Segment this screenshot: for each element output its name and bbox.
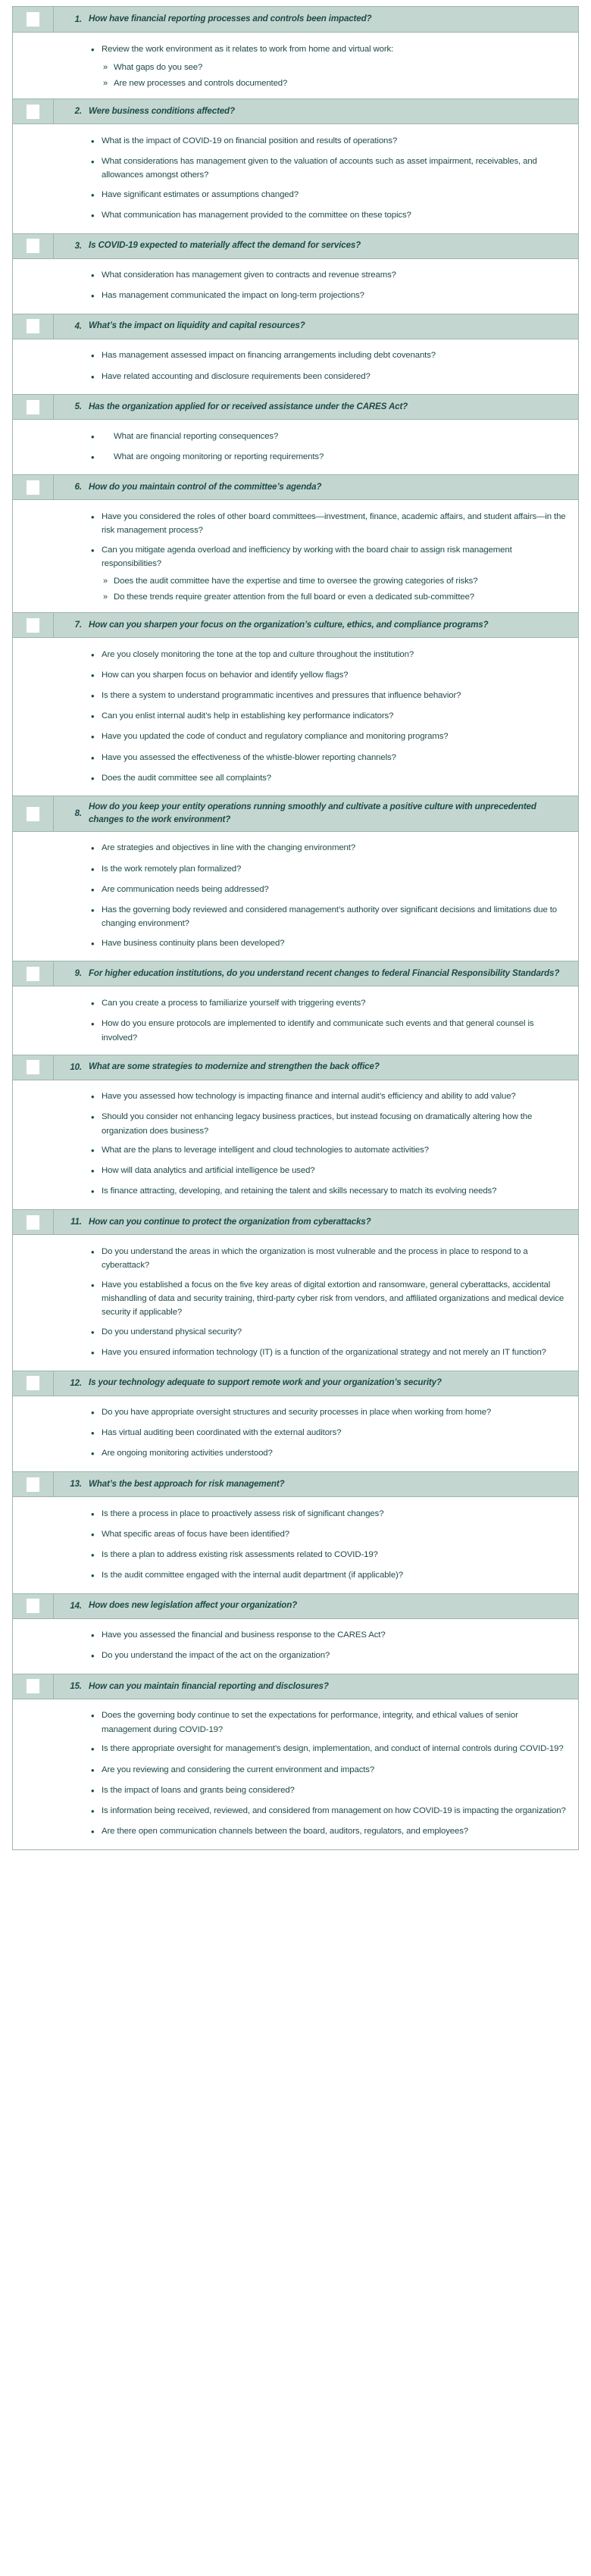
question-header <box>13 233 578 259</box>
checkbox-cell[interactable] <box>13 1210 54 1234</box>
bullet-text: Can you enlist internal audit’s help in establishing key performance indicators? <box>102 711 394 721</box>
bullet-text: Has management communicated the impact on long-term projections? <box>102 291 364 301</box>
bullet-icon: • <box>91 1145 95 1157</box>
checklist-section <box>13 1209 578 1371</box>
bullet-item <box>13 1740 578 1760</box>
question-number: 4. <box>74 321 82 331</box>
bullet-text: Has virtual auditing been coordinated with the external auditors? <box>102 1428 342 1438</box>
question-header <box>13 1371 578 1396</box>
checkbox-icon[interactable] <box>27 618 39 633</box>
bullet-item <box>13 1760 578 1780</box>
question-body <box>13 1396 578 1471</box>
question-number: 5. <box>74 402 82 412</box>
bullet-text: Do these trends require greater attention from the full board or even a dedicated sub-committee? <box>114 592 475 602</box>
bullet-text: Are strategies and objectives in line with the changing environment? <box>102 843 356 853</box>
bullet-item <box>13 266 578 286</box>
bullet-text: Are there open communication channels between the board, auditors, regulators, and employees? <box>102 1826 469 1836</box>
question-number: 3. <box>74 241 82 251</box>
bullet-item <box>13 1087 578 1108</box>
bullet-icon: • <box>91 430 95 442</box>
bullet-text: Is there a system to understand programmatic incentives and pressures that influence behavior? <box>102 691 461 701</box>
question-header <box>13 474 578 500</box>
question-body <box>13 1235 578 1371</box>
checkbox-cell[interactable] <box>13 961 54 986</box>
bullet-icon: • <box>91 350 95 362</box>
bullet-icon: • <box>91 752 95 764</box>
bullet-item <box>13 768 578 789</box>
bullet-icon: • <box>91 1165 95 1177</box>
checklist-section <box>13 796 578 961</box>
bullet-text: Is the work remotely plan formalized? <box>102 864 242 874</box>
bullet-icon: • <box>91 544 95 556</box>
bullet-text: Have you established a focus on the five key areas of digital extortion and ransomware, general cyberattacks, accidental mishandling of data and security training, third-party cyber risk from vendors, and affiliated organizations and medical device security if applicable? <box>102 1280 564 1318</box>
checklist-section <box>13 1674 578 1849</box>
bullet-icon: • <box>91 772 95 784</box>
question-number: 1. <box>74 14 82 24</box>
bullet-text: Is the audit committee engaged with the internal audit department (if applicable)? <box>102 1571 403 1580</box>
checkbox-cell[interactable] <box>13 475 54 499</box>
question-title: How have financial reporting processes and controls been impacted? <box>89 14 372 24</box>
question-body <box>13 339 578 394</box>
bullet-text: Does the audit committee see all complaints? <box>102 773 271 783</box>
bullet-icon: • <box>91 1528 95 1540</box>
question-number: 14. <box>70 1601 82 1611</box>
question-number: 15. <box>70 1681 82 1691</box>
bullet-item <box>13 1524 578 1545</box>
sub-bullet-item <box>13 574 578 589</box>
bullet-icon: • <box>91 1018 95 1030</box>
bullet-icon: • <box>91 1347 95 1359</box>
checkbox-cell[interactable] <box>13 1371 54 1396</box>
bullet-icon: • <box>91 1630 95 1642</box>
bullet-text: Review the work environment as it relates to work from home and virtual work: <box>102 44 394 54</box>
question-title: How can you continue to protect the organization from cyberattacks? <box>89 1216 371 1227</box>
bullet-icon: • <box>91 843 95 855</box>
bullet-icon: • <box>91 1710 95 1722</box>
bullet-item <box>13 1780 578 1801</box>
question-body <box>13 420 578 474</box>
bullet-text: Are communication needs being addressed? <box>102 884 269 894</box>
bullet-item <box>13 286 578 307</box>
bullet-text: Has management assessed impact on financing arrangements including debt covenants? <box>102 351 436 361</box>
bullet-icon: • <box>91 1407 95 1419</box>
bullet-text: Is information being received, reviewed, and considered from management on how COVID-19 is impacting the organization? <box>102 1805 566 1815</box>
bullet-item <box>13 427 578 447</box>
checklist-section <box>13 1593 578 1674</box>
checkbox-icon[interactable] <box>27 1215 39 1230</box>
bullet-item <box>13 666 578 686</box>
bullet-item <box>13 1545 578 1565</box>
question-title: Has the organization applied for or received assistance under the CARES Act? <box>89 401 408 411</box>
sub-bullet-item <box>13 60 578 76</box>
bullet-icon: • <box>91 155 95 167</box>
checkbox-icon[interactable] <box>27 967 39 981</box>
checklist-section <box>13 474 578 612</box>
bullet-text: Have you considered the roles of other board committees—investment, finance, academic affairs, and student affairs—in the risk management process? <box>102 511 566 536</box>
bullet-icon: • <box>91 690 95 702</box>
bullet-item <box>13 1626 578 1646</box>
audit-committee-checklist <box>12 6 579 1850</box>
bullet-text: Can you mitigate agenda overload and inefficiency by working with the board chair to assign risk management responsibilities? <box>102 545 512 569</box>
bullet-item <box>13 367 578 387</box>
bullet-icon: • <box>91 937 95 949</box>
checklist-section <box>13 233 578 314</box>
bullet-item <box>13 933 578 954</box>
bullet-icon: • <box>91 670 95 682</box>
bullet-text: Has the governing body reviewed and considered management’s authority over significant decisions and limitations due to changing environment? <box>102 905 557 929</box>
question-header <box>13 314 578 339</box>
bullet-text: Is finance attracting, developing, and retaining the talent and skills necessary to match its evolving needs? <box>102 1186 497 1196</box>
question-header <box>13 1593 578 1619</box>
question-header <box>13 961 578 986</box>
bullet-text: Have you assessed the financial and business response to the CARES Act? <box>102 1630 386 1640</box>
bullet-icon: • <box>91 1186 95 1198</box>
bullet-icon: • <box>91 370 95 383</box>
bullet-text: Are you closely monitoring the tone at the top and culture throughout the institution? <box>102 649 414 659</box>
question-body <box>13 500 578 612</box>
chevron-double-right-icon: » <box>103 79 108 89</box>
bullet-icon: • <box>91 451 95 463</box>
bullet-icon: • <box>91 1246 95 1258</box>
bullet-item <box>13 727 578 748</box>
question-title: Were business conditions affected? <box>89 105 235 116</box>
question-number: 12. <box>70 1378 82 1388</box>
question-number: 11. <box>70 1218 82 1227</box>
bullet-icon: • <box>91 1279 95 1291</box>
bullet-item <box>13 540 578 574</box>
question-number: 2. <box>74 107 82 117</box>
bullet-item <box>13 1801 578 1821</box>
bullet-icon: • <box>91 1091 95 1103</box>
question-header <box>13 796 578 832</box>
checkbox-cell[interactable] <box>13 99 54 123</box>
bullet-text: Can you create a process to familiarize yourself with triggering events? <box>102 998 366 1008</box>
bullet-text: Have you ensured information technology (IT) is a function of the organizational strategy and not merely an IT function? <box>102 1348 546 1358</box>
bullet-icon: • <box>91 511 95 523</box>
checklist-section <box>13 1471 578 1593</box>
bullet-text: Do you have appropriate oversight structures and security processes in place when working from home? <box>102 1408 492 1418</box>
question-title: How do you keep your entity operations running smoothly and cultivate a positive culture with unprecedented changes to the work environment? <box>89 802 536 825</box>
bullet-item <box>13 39 578 60</box>
bullet-text: Have significant estimates or assumptions changed? <box>102 189 299 199</box>
bullet-text: Do you understand the areas in which the organization is most vulnerable and the process in place to respond to a cyberattack? <box>102 1246 528 1271</box>
bullet-text: What is the impact of COVID-19 on financial position and results of operations? <box>102 136 398 145</box>
checkbox-icon[interactable] <box>27 1060 39 1074</box>
question-body <box>13 1619 578 1674</box>
bullet-item <box>13 839 578 859</box>
bullet-icon: • <box>91 1326 95 1338</box>
bullet-item <box>13 880 578 900</box>
bullet-text: How do you ensure protocols are implemented to identify and communicate such events and that general counsel is involved? <box>102 1019 534 1043</box>
bullet-text: What specific areas of focus have been identified? <box>102 1529 289 1539</box>
checkbox-cell[interactable] <box>13 234 54 258</box>
checklist-section <box>13 1055 578 1210</box>
question-body <box>13 33 578 98</box>
question-number: 7. <box>74 621 82 630</box>
checkbox-cell[interactable] <box>13 796 54 831</box>
bullet-item <box>13 1141 578 1161</box>
bullet-icon: • <box>91 270 95 282</box>
question-title: How can you sharpen your focus on the organization’s culture, ethics, and compliance programs? <box>89 620 489 630</box>
question-title: For higher education institutions, do you understand recent changes to federal Financial Responsibility Standards? <box>89 968 560 979</box>
bullet-icon: • <box>91 1111 95 1124</box>
bullet-text: Are new processes and controls documented? <box>114 79 288 89</box>
chevron-double-right-icon: » <box>103 63 108 73</box>
checkbox-icon[interactable] <box>27 480 39 495</box>
bullet-item <box>13 748 578 768</box>
bullet-item <box>13 507 578 540</box>
question-body <box>13 124 578 233</box>
bullet-icon: • <box>91 711 95 723</box>
bullet-text: Does the governing body continue to set the expectations for performance, integrity, and ethical values of senior management during COVID-19? <box>102 1711 518 1734</box>
checkbox-cell[interactable] <box>13 7 54 32</box>
checkbox-cell[interactable] <box>13 1472 54 1496</box>
checklist-section <box>13 1371 578 1471</box>
sub-bullet-item <box>13 76 578 92</box>
checkbox-cell[interactable] <box>13 1674 54 1699</box>
question-number: 6. <box>74 483 82 492</box>
checkbox-icon[interactable] <box>27 1477 39 1492</box>
bullet-text: Have you updated the code of conduct and regulatory compliance and monitoring programs? <box>102 732 449 742</box>
bullet-item <box>13 645 578 665</box>
question-body <box>13 986 578 1054</box>
bullet-text: Have business continuity plans been developed? <box>102 938 285 948</box>
bullet-item <box>13 1108 578 1141</box>
checkbox-cell[interactable] <box>13 1594 54 1618</box>
checkbox-icon[interactable] <box>27 1599 39 1613</box>
question-body <box>13 832 578 961</box>
question-body <box>13 259 578 314</box>
bullet-item <box>13 1322 578 1343</box>
bullet-icon: • <box>91 1448 95 1460</box>
question-header <box>13 98 578 124</box>
bullet-text: Have you assessed how technology is impacting finance and internal audit’s efficiency and ability to add value? <box>102 1092 516 1102</box>
bullet-text: What are ongoing monitoring or reporting requirements? <box>114 452 324 461</box>
question-title: Is COVID-19 expected to materially affect the demand for services? <box>89 240 361 251</box>
bullet-item <box>13 1014 578 1048</box>
question-header <box>13 1055 578 1080</box>
question-title: Is your technology adequate to support remote work and your organization’s security? <box>89 1377 442 1388</box>
bullet-text: How can you sharpen focus on behavior and identify yellow flags? <box>102 671 349 680</box>
bullet-icon: • <box>91 209 95 221</box>
chevron-double-right-icon: » <box>103 577 108 586</box>
bullet-text: Is there appropriate oversight for management’s design, implementation, and conduct of internal controls during COVID-19? <box>102 1744 564 1754</box>
bullet-icon: • <box>91 1508 95 1520</box>
checkbox-cell[interactable] <box>13 613 54 637</box>
bullet-icon: • <box>91 1784 95 1796</box>
bullet-text: Should you consider not enhancing legacy business practices, but instead focusing on dramatically altering how the organization does business? <box>102 1112 533 1136</box>
bullet-text: What are financial reporting consequences? <box>114 431 279 441</box>
checklist-section <box>13 612 578 796</box>
bullet-item <box>13 346 578 367</box>
bullet-text: Are ongoing monitoring activities understood? <box>102 1449 273 1458</box>
bullet-text: What gaps do you see? <box>114 63 203 73</box>
question-title: What’s the best approach for risk management? <box>89 1478 285 1489</box>
bullet-item <box>13 1504 578 1524</box>
bullet-text: Do you understand the impact of the act on the organization? <box>102 1651 330 1661</box>
bullet-icon: • <box>91 997 95 1009</box>
bullet-item <box>13 1566 578 1587</box>
bullet-item <box>13 1182 578 1202</box>
bullet-item <box>13 1424 578 1444</box>
bullet-item <box>13 447 578 467</box>
checkbox-cell[interactable] <box>13 395 54 419</box>
bullet-icon: • <box>91 863 95 875</box>
bullet-item <box>13 1242 578 1275</box>
checklist-section <box>13 7 578 98</box>
checklist-section <box>13 961 578 1054</box>
bullet-text: Are you reviewing and considering the current environment and impacts? <box>102 1765 375 1774</box>
question-number: 8. <box>74 809 82 819</box>
bullet-text: What considerations has management given to the valuation of accounts such as asset impairment, receivables, and allowances amongst others? <box>102 156 537 180</box>
bullet-icon: • <box>91 1825 95 1837</box>
bullet-icon: • <box>91 904 95 916</box>
question-title: How do you maintain control of the committee’s agenda? <box>89 482 322 492</box>
checkbox-icon[interactable] <box>27 807 39 821</box>
bullet-text: What communication has management provided to the committee on these topics? <box>102 210 411 220</box>
bullet-text: Is there a plan to address existing risk assessments related to COVID-19? <box>102 1549 378 1559</box>
question-body <box>13 1699 578 1849</box>
bullet-item <box>13 707 578 727</box>
checkbox-icon[interactable] <box>27 400 39 414</box>
checkbox-icon[interactable] <box>27 239 39 253</box>
bullet-item <box>13 900 578 933</box>
bullet-item <box>13 859 578 880</box>
checklist-section <box>13 98 578 233</box>
bullet-icon: • <box>91 43 95 55</box>
bullet-item <box>13 993 578 1014</box>
question-body <box>13 638 578 796</box>
bullet-icon: • <box>91 1549 95 1561</box>
bullet-icon: • <box>91 290 95 302</box>
checklist-section <box>13 394 578 474</box>
bullet-icon: • <box>91 883 95 896</box>
bullet-text: How will data analytics and artificial intelligence be used? <box>102 1166 315 1176</box>
bullet-text: What are the plans to leverage intelligent and cloud technologies to automate activities? <box>102 1146 429 1155</box>
question-header <box>13 1471 578 1497</box>
bullet-text: Is the impact of loans and grants being considered? <box>102 1785 295 1795</box>
question-number: 13. <box>70 1480 82 1490</box>
checkbox-icon[interactable] <box>27 1679 39 1693</box>
question-header <box>13 7 578 33</box>
bullet-item <box>13 686 578 707</box>
bullet-item <box>13 205 578 226</box>
checkbox-cell[interactable] <box>13 314 54 339</box>
bullet-icon: • <box>91 189 95 201</box>
bullet-icon: • <box>91 1427 95 1440</box>
checkbox-icon[interactable] <box>27 319 39 333</box>
sub-bullet-item <box>13 589 578 605</box>
bullet-text: Do you understand physical security? <box>102 1327 242 1336</box>
question-body <box>13 1497 578 1593</box>
bullet-icon: • <box>91 1570 95 1582</box>
checkbox-icon[interactable] <box>27 1376 39 1390</box>
checkbox-icon[interactable] <box>27 105 39 119</box>
bullet-icon: • <box>91 1805 95 1817</box>
bullet-item <box>13 1706 578 1740</box>
bullet-icon: • <box>91 649 95 661</box>
bullet-text: What consideration has management given to contracts and revenue streams? <box>102 270 396 280</box>
bullet-item <box>13 185 578 205</box>
bullet-icon: • <box>91 1650 95 1662</box>
question-title: What’s the impact on liquidity and capital resources? <box>89 320 305 331</box>
bullet-text: Is there a process in place to proactively assess risk of significant changes? <box>102 1508 384 1518</box>
bullet-text: Have related accounting and disclosure requirements been considered? <box>102 371 371 381</box>
question-title: What are some strategies to modernize and strengthen the back office? <box>89 1061 380 1072</box>
bullet-icon: • <box>91 135 95 147</box>
bullet-item <box>13 1275 578 1322</box>
bullet-item <box>13 1821 578 1842</box>
bullet-icon: • <box>91 1764 95 1776</box>
question-header <box>13 612 578 638</box>
bullet-icon: • <box>91 731 95 743</box>
question-number: 10. <box>70 1062 82 1072</box>
bullet-text: Have you assessed the effectiveness of the whistle-blower reporting channels? <box>102 752 396 762</box>
bullet-text: Does the audit committee have the expertise and time to oversee the growing categories of risks? <box>114 577 478 586</box>
question-header <box>13 1209 578 1235</box>
bullet-item <box>13 131 578 152</box>
question-number: 9. <box>74 969 82 979</box>
question-body <box>13 1080 578 1210</box>
bullet-item <box>13 1343 578 1364</box>
bullet-icon: • <box>91 1743 95 1755</box>
question-header <box>13 394 578 420</box>
bullet-item <box>13 152 578 185</box>
checkbox-icon[interactable] <box>27 12 39 27</box>
bullet-item <box>13 1403 578 1424</box>
chevron-double-right-icon: » <box>103 592 108 602</box>
question-title: How does new legislation affect your organization? <box>89 1600 298 1611</box>
bullet-item <box>13 1646 578 1667</box>
question-header <box>13 1674 578 1699</box>
bullet-item <box>13 1161 578 1182</box>
question-title: How can you maintain financial reporting and disclosures? <box>89 1680 329 1691</box>
bullet-item <box>13 1444 578 1465</box>
checklist-section <box>13 314 578 394</box>
checkbox-cell[interactable] <box>13 1055 54 1080</box>
